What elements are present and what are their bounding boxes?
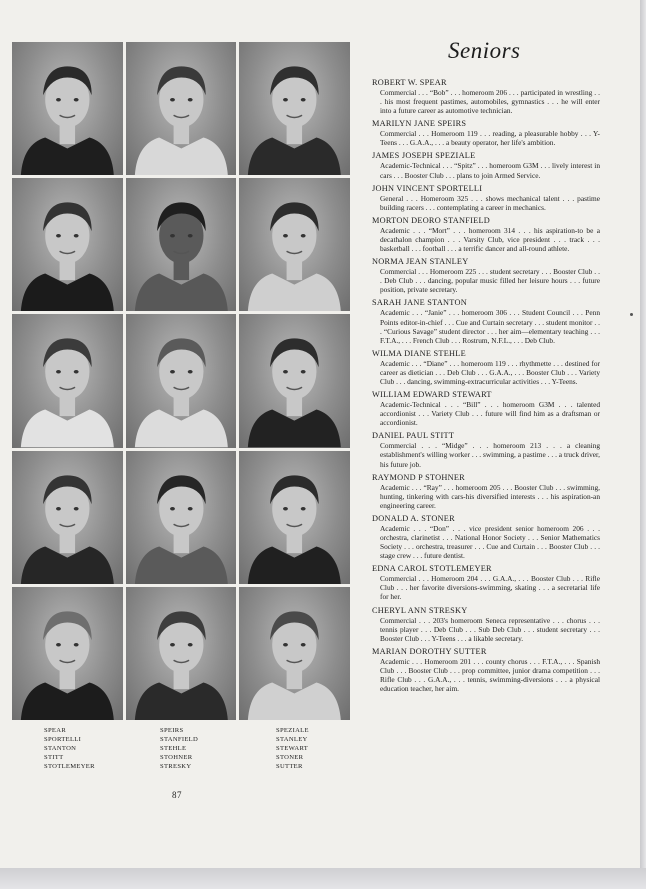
page-number: 87 xyxy=(172,790,182,800)
bio-name: JAMES JOSEPH SPEZIALE xyxy=(372,151,476,161)
portrait-image xyxy=(12,42,123,175)
portrait-image xyxy=(12,178,123,311)
portrait-image xyxy=(12,314,123,447)
portrait-image xyxy=(239,451,350,584)
bio-name: SARAH JANE STANTON xyxy=(372,298,467,308)
bio-entry xyxy=(372,514,600,560)
bio-text: Academic-Technical . . . “Bill” . . . homeroom G3M . . . talented accordionist . . . Variety Club . . . future will find him as a draftsman or accordionist. xyxy=(380,400,600,428)
bio-entry xyxy=(372,151,600,179)
name-key-item: STANLEY xyxy=(276,736,308,743)
portrait-image xyxy=(126,178,237,311)
bio-name: WILMA DIANE STEHLE xyxy=(372,348,466,358)
photo-stewart xyxy=(239,314,350,447)
photo-stanfield xyxy=(126,178,237,311)
senior-bios xyxy=(372,78,600,697)
photo-speziale xyxy=(239,42,350,175)
photo-stresky xyxy=(126,587,237,720)
bio-text: Commercial . . . Homeroom 119 . . . reading, a pleasurable hobby . . . Y-Teens . . . G.A.A., . . . a beauty operator, her life's ambition. xyxy=(380,129,600,148)
portrait-image xyxy=(12,587,123,720)
bio-entry xyxy=(372,216,600,253)
name-key-item: STANFIELD xyxy=(160,736,199,743)
name-key-col-2 xyxy=(160,726,276,771)
bio-name: ROBERT W. SPEAR xyxy=(372,78,447,87)
bio-text: Commercial . . . Homeroom 204 . . . G.A.A., . . . Booster Club . . . Rifle Club . . . her favorite diversions-swimming, skating . . . a secretarial life for her. xyxy=(380,574,600,602)
bio-entry xyxy=(372,119,600,147)
name-key-item: STANTON xyxy=(44,745,77,752)
portrait-image xyxy=(239,587,350,720)
photo-stehle xyxy=(126,314,237,447)
bio-entry xyxy=(372,564,600,601)
bio-entry xyxy=(372,606,600,643)
bio-text: Academic-Technical . . . “Spitz” . . . homeroom G3M . . . lively interest in cars . . . Booster Club . . . plans to join Armed Service. xyxy=(380,161,600,180)
bio-name: MORTON DEORO STANFIELD xyxy=(372,215,491,225)
bio-name: CHERYL ANN STRESKY xyxy=(372,605,468,615)
bio-text: General . . . Homeroom 325 . . . shows mechanical talent . . . pastime building racers . . . contemplating a career in mechanics. xyxy=(380,193,600,212)
photo-speirs xyxy=(126,42,237,175)
bio-text: Commercial . . . 203's homeroom Seneca representative . . . chorus . . . tennis player . . . Deb Club . . . Sub Deb Club . . . student secretary . . . Booster Club . . . Y-Teens . . . a likable secretary. xyxy=(380,615,600,643)
bio-name: NORMA JEAN STANLEY xyxy=(372,257,469,267)
bio-entry xyxy=(372,78,600,115)
bio-entry xyxy=(372,184,600,212)
ink-speck xyxy=(630,313,633,316)
name-key-item: STOTLEMEYER xyxy=(44,763,95,770)
portrait-image xyxy=(239,42,350,175)
photo-stanley xyxy=(239,178,350,311)
name-key-item: STEHLE xyxy=(160,745,187,752)
name-key-col-3 xyxy=(276,726,366,771)
name-key-item: STRESKY xyxy=(160,763,192,770)
bio-entry xyxy=(372,647,600,693)
page-edge xyxy=(640,0,646,868)
bio-entry xyxy=(372,431,600,468)
scan-margin xyxy=(0,868,646,889)
photo-stoner xyxy=(239,451,350,584)
portrait-image xyxy=(126,314,237,447)
bio-text: Academic . . . “Ray” . . . homeroom 205 . . . Booster Club . . . swimming, hunting, tinkering with cars-his diversified interests . . . his aspiration-an engineering career. xyxy=(380,482,600,510)
name-key-item: SPEAR xyxy=(44,727,67,734)
bio-name: WILLIAM EDWARD STEWART xyxy=(372,390,492,400)
bio-entry xyxy=(372,473,600,510)
bio-name: JOHN VINCENT SPORTELLI xyxy=(372,183,483,193)
bio-text: Academic . . . “Don” . . . vice president senior homeroom 206 . . . orchestra, clarinetist . . . National Honor Society . . . Senior Mathematics Society . . . orchestra, treasurer . . . Cue and Curtain . . . Booster Club . . . stage crew . . . future dentist. xyxy=(380,523,600,561)
name-key-col-1 xyxy=(44,726,160,771)
bio-name: RAYMOND P STOHNER xyxy=(372,472,465,482)
bio-entry xyxy=(372,349,600,386)
bio-entry xyxy=(372,298,600,344)
bio-entry xyxy=(372,390,600,427)
photo-sportelli xyxy=(12,178,123,311)
photo-stanton xyxy=(12,314,123,447)
photo-stohner xyxy=(126,451,237,584)
bio-text: Academic . . . “Mort” . . . homeroom 314 . . . his aspiration-to be a decathalon champion . . . Varsity Club, vice president . . . track . . . basketball . . . football . . . a terrific dancer and all-round athlete. xyxy=(380,225,600,254)
portrait-image xyxy=(126,451,237,584)
bio-name: EDNA CAROL STOTLEMEYER xyxy=(372,564,492,574)
photo-sutter xyxy=(239,587,350,720)
photo-stotlemeyer xyxy=(12,587,123,720)
portrait-name-key xyxy=(44,726,344,771)
name-key-item: SUTTER xyxy=(276,763,303,770)
portrait-image xyxy=(12,451,123,584)
name-key-item: STEWART xyxy=(276,745,309,752)
bio-name: DONALD A. STONER xyxy=(372,513,455,523)
name-key-item: STONER xyxy=(276,754,304,761)
name-key-item: SPORTELLI xyxy=(44,736,82,743)
name-key-item: SPEZIALE xyxy=(276,727,309,734)
bio-text: Commercial . . . “Bob” . . . homeroom 206 . . . participated in wrestling . . . his most frequent pastimes, automobiles, gymnastics . . . he will enter into a future career as automotive technician. xyxy=(380,88,600,116)
bio-name: MARILYN JANE SPEIRS xyxy=(372,119,467,129)
bio-text: Commercial . . . Homeroom 225 . . . student secretary . . . Booster Club . . . Deb Club . . . dancing, popular music filled her leisure hours . . . future position, private secretary. xyxy=(380,267,600,295)
page-heading: Seniors xyxy=(448,38,521,63)
portrait-image xyxy=(126,587,237,720)
portrait-image xyxy=(239,178,350,311)
bio-text: Academic . . . “Janie” . . . homeroom 306 . . . Student Council . . . Penn Points editor-in-chief . . . Cue and Curtain secretary . . . student monitor . . . “Curious Savage” student director . . . her aim—elementary teaching . . . F.T.A., . . . French Club . . . Rostrum, N.F.L., . . . Deb Club. xyxy=(380,308,600,345)
bio-name: DANIEL PAUL STITT xyxy=(372,431,455,441)
name-key-item: STITT xyxy=(44,754,64,761)
bio-text: Commercial . . . “Midge” . . . homeroom 213 . . . a cleaning establishment's willing worker . . . swimming, a pastime . . . a truck driver, his future job. xyxy=(380,441,600,469)
name-key-item: SPEIRS xyxy=(160,727,184,734)
bio-text: Academic . . . Homeroom 201 . . . county chorus . . . F.T.A., . . . Spanish Club . . . Booster Club . . . prop committee, junior drama competition . . . Rifle Club . . . G.A.A., . . . tennis, swimming-diversions . . . a physical education teacher, her aim. xyxy=(380,656,600,694)
portrait-image xyxy=(126,42,237,175)
portrait-grid xyxy=(12,42,350,720)
photo-stitt xyxy=(12,451,123,584)
name-key-item: STOHNER xyxy=(160,754,193,761)
bio-text: Academic . . . “Diane” . . . homeroom 119 . . . rhythmette . . . destined for career as dietician . . . Deb Club . . . G.A.A., . . . Booster Club . . . Variety Club . . . dancing, swimming-extracurricular activities . . . Y-Teens. xyxy=(380,358,600,386)
portrait-image xyxy=(239,314,350,447)
bio-name: MARIAN DOROTHY SUTTER xyxy=(372,646,487,656)
bio-entry xyxy=(372,257,600,294)
photo-spear xyxy=(12,42,123,175)
